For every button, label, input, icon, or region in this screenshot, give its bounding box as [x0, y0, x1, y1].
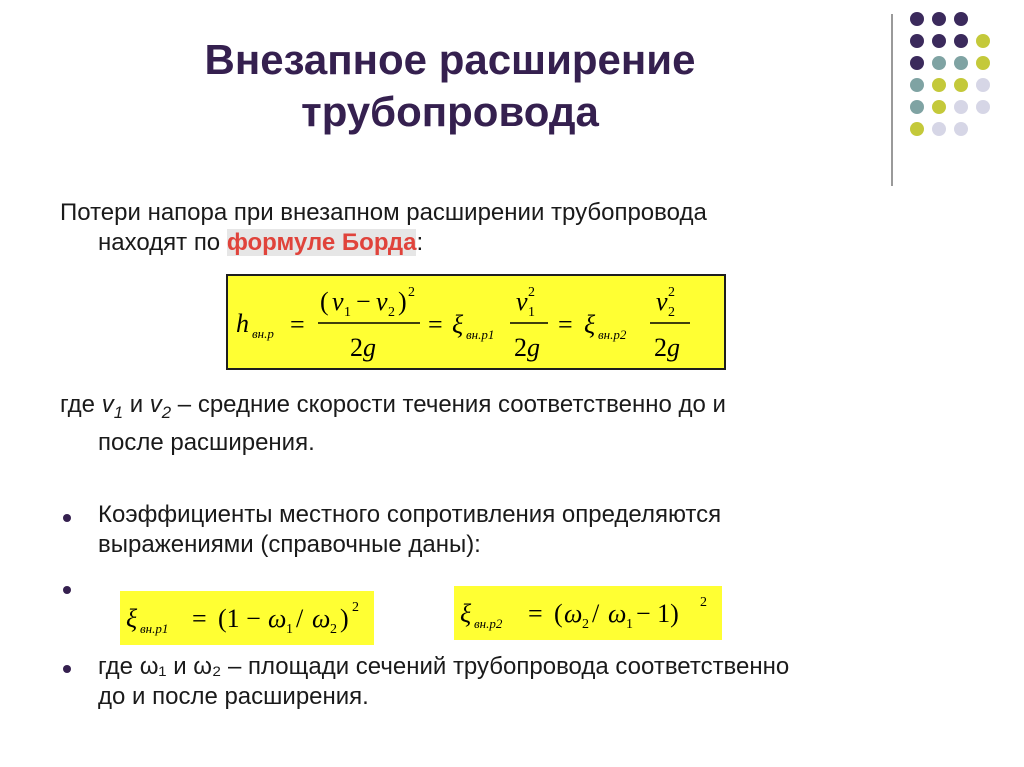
decorative-dot: [932, 12, 946, 26]
intro-text: [60, 198, 707, 258]
title-line-2: трубопровода: [301, 88, 599, 135]
decorative-dot: [932, 34, 946, 48]
svg-text:ω: ω: [268, 604, 287, 633]
svg-text:=: =: [428, 310, 443, 339]
bullet-1: [63, 514, 71, 522]
svg-text:=: =: [290, 310, 305, 339]
xi2-formula-box: [454, 586, 722, 640]
bord-formula: [228, 276, 724, 368]
svg-text:ξ: ξ: [452, 310, 464, 339]
svg-text:вн.р1: вн.р1: [140, 621, 169, 636]
svg-text:ξ: ξ: [460, 599, 472, 628]
coefficients-line-2: выражениями (справочные даны):: [98, 531, 481, 558]
svg-text:ξ: ξ: [126, 604, 138, 633]
svg-text:2: 2: [582, 617, 589, 632]
svg-text:v: v: [376, 287, 388, 316]
svg-text:(1 −: (1 −: [218, 604, 261, 633]
bord-formula-box: [226, 274, 726, 370]
v2-symbol: v: [149, 391, 162, 418]
svg-text:ω: ω: [608, 599, 627, 628]
decorative-dot: [932, 56, 946, 70]
svg-text:вн.р1: вн.р1: [466, 327, 495, 342]
areas-line-2: до и после расширения.: [98, 683, 369, 710]
decorative-dot: [932, 78, 946, 92]
where-line-1: [60, 390, 726, 428]
v1-symbol: v: [101, 391, 114, 418]
where-lead: где: [60, 391, 102, 418]
intro-line-2-text: находят по: [98, 229, 227, 256]
areas-line-1: где ω₁ и ω₂ – площади сечений трубопровода соответственно: [98, 653, 790, 680]
intro-line-1: Потери напора при внезапном расширении трубопровода: [60, 199, 707, 226]
decorative-dot: [910, 34, 924, 48]
decorative-dot: [932, 122, 946, 136]
intro-colon: :: [416, 229, 424, 256]
decorative-dots: [910, 12, 1010, 162]
decorative-dot: [954, 56, 968, 70]
svg-text:(: (: [554, 599, 563, 628]
svg-text:/: /: [296, 604, 304, 633]
decorative-dot: [910, 100, 924, 114]
decorative-dot: [954, 34, 968, 48]
svg-text:v: v: [516, 287, 528, 316]
where-and: и: [123, 391, 150, 418]
svg-text:2: 2: [700, 595, 707, 610]
xi1-formula: [120, 591, 374, 645]
svg-text:ξ: ξ: [584, 310, 596, 339]
svg-text:): ): [398, 287, 407, 316]
decorative-dot: [954, 78, 968, 92]
svg-text:(: (: [320, 287, 329, 316]
slide-title: [40, 34, 860, 138]
svg-text:2: 2: [668, 285, 675, 300]
svg-text:2: 2: [668, 305, 675, 320]
decorative-dot: [976, 78, 990, 92]
bord-formula-link: формуле Борда: [226, 229, 417, 256]
svg-text:v: v: [656, 287, 668, 316]
svg-text:вн.р2: вн.р2: [598, 327, 627, 342]
title-line-1: Внезапное расширение: [204, 36, 696, 83]
svg-text:вн.р2: вн.р2: [474, 616, 503, 631]
decorative-dot: [976, 56, 990, 70]
svg-text:−: −: [356, 287, 371, 316]
decorative-dot: [910, 122, 924, 136]
svg-text:2: 2: [528, 285, 535, 300]
v1-sub: 1: [113, 402, 124, 422]
svg-text:вн.р: вн.р: [252, 326, 274, 341]
svg-text:h: h: [236, 309, 249, 338]
v2-sub: 2: [161, 402, 172, 422]
svg-text:1: 1: [528, 305, 535, 320]
decorative-dot: [910, 56, 924, 70]
areas-text: [98, 652, 789, 712]
divider-line: [891, 14, 893, 186]
where-velocities: [60, 390, 726, 458]
svg-text:2: 2: [388, 305, 395, 320]
bullet-3: [63, 665, 71, 673]
svg-text:=: =: [192, 604, 207, 633]
svg-text:2: 2: [352, 600, 359, 615]
decorative-dot: [910, 12, 924, 26]
decorative-dot: [954, 12, 968, 26]
svg-text:− 1): − 1): [636, 599, 679, 628]
svg-text:2: 2: [408, 285, 415, 300]
svg-text:1: 1: [286, 622, 293, 637]
intro-line-2: [60, 228, 707, 258]
svg-text:=: =: [558, 310, 573, 339]
svg-text:=: =: [528, 599, 543, 628]
coefficients-line-1: Коэффициенты местного сопротивления определяются: [98, 501, 722, 528]
svg-text:v: v: [332, 287, 344, 316]
xi1-formula-box: [120, 591, 374, 645]
where-rest: – средние скорости течения соответственно до и: [171, 391, 726, 418]
svg-text:1: 1: [626, 617, 633, 632]
svg-text:2g: 2g: [654, 333, 680, 362]
svg-text:2g: 2g: [350, 333, 376, 362]
svg-text:ω: ω: [312, 604, 331, 633]
where-line-2: после расширения.: [98, 428, 315, 456]
decorative-dot: [954, 100, 968, 114]
svg-text:): ): [340, 604, 349, 633]
xi2-formula: [454, 586, 722, 640]
svg-text:2: 2: [330, 622, 337, 637]
decorative-dot: [910, 78, 924, 92]
decorative-dot: [976, 34, 990, 48]
svg-text:2g: 2g: [514, 333, 540, 362]
coefficients-text: [98, 500, 721, 560]
decorative-dot: [954, 122, 968, 136]
decorative-dot: [976, 100, 990, 114]
svg-text:/: /: [592, 599, 600, 628]
bullet-2: [63, 586, 71, 594]
svg-text:ω: ω: [564, 599, 583, 628]
decorative-dot: [932, 100, 946, 114]
svg-text:1: 1: [344, 305, 351, 320]
